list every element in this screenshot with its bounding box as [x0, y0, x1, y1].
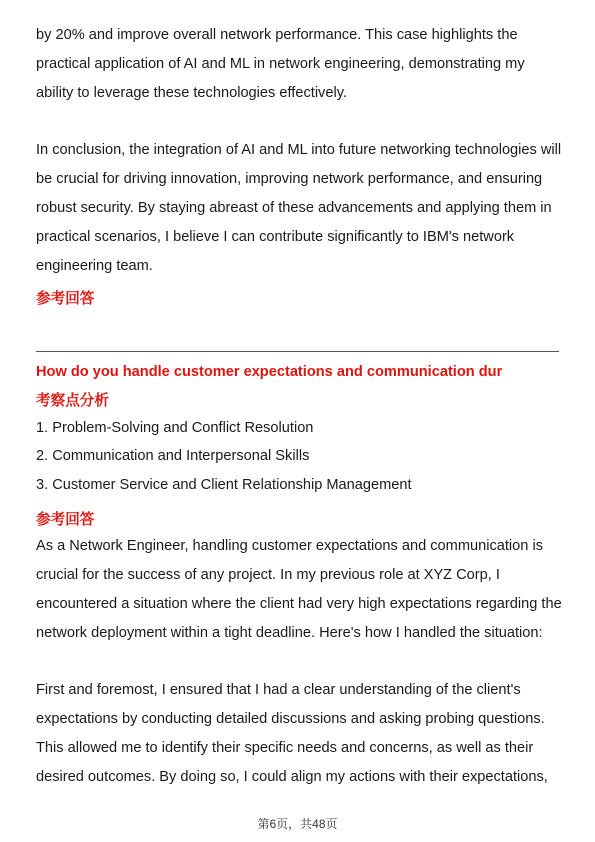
answer-line: encountered a situation where the client had very high expectations regarding the [36, 596, 562, 612]
question-heading: How do you handle customer expectations and communication dur [36, 364, 503, 380]
answer-line: expectations by conducting detailed discussions and asking probing questions. [36, 711, 545, 727]
page-number: 第6页，共48页 [257, 817, 338, 831]
paragraph-line: ability to leverage these technologies effectively. [36, 85, 347, 101]
answer-line: network deployment within a tight deadline. Here's how I handled the situation: [36, 625, 543, 641]
paragraph-line: practical application of AI and ML in network engineering, demonstrating my [36, 56, 525, 72]
answer-line: crucial for the success of any project. In my previous role at XYZ Corp, I [36, 567, 500, 583]
conclusion-line: be crucial for driving innovation, improving network performance, and ensuring [36, 171, 543, 187]
answer-line: This allowed me to identify their specific needs and concerns, as well as their [36, 740, 534, 756]
paragraph-line: by 20% and improve overall network performance. This case highlights the [36, 27, 518, 43]
answer-line: First and foremost, I ensured that I had a clear understanding of the client's [36, 682, 521, 698]
analysis-heading: 考察点分析 [36, 393, 109, 409]
conclusion-line: robust security. By staying abreast of these advancements and applying them in [36, 200, 552, 216]
answer-line: As a Network Engineer, handling customer expectations and communication is [36, 538, 543, 554]
conclusion-line: In conclusion, the integration of AI and ML into future networking technologies will [36, 142, 562, 158]
reference-answer-heading: 参考回答 [36, 512, 95, 528]
analysis-point: 3. Customer Service and Client Relationship Management [36, 477, 412, 493]
answer-line: desired outcomes. By doing so, I could align my actions with their expectations, [36, 769, 548, 785]
reference-answer-heading: 参考回答 [36, 291, 95, 307]
section-divider [36, 351, 559, 352]
analysis-point: 1. Problem-Solving and Conflict Resolution [36, 420, 314, 436]
conclusion-line: practical scenarios, I believe I can contribute significantly to IBM's network [36, 229, 515, 245]
analysis-point: 2. Communication and Interpersonal Skills [36, 448, 310, 464]
conclusion-line: engineering team. [36, 258, 153, 274]
